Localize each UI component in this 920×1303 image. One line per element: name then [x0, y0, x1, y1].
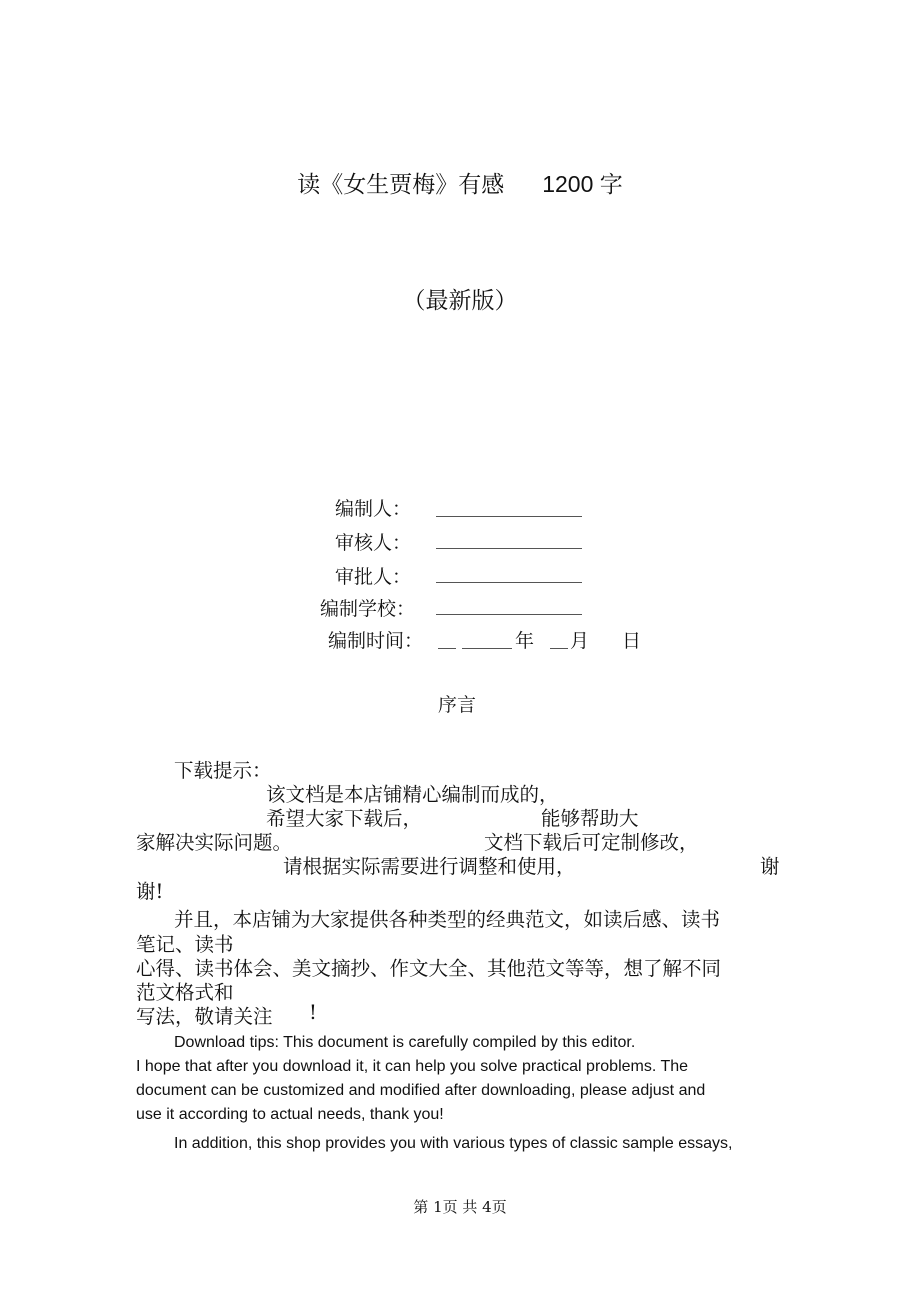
editor-blank-line	[436, 516, 582, 517]
day-label: 日	[622, 630, 642, 652]
preface-line: 笔记、读书	[136, 933, 234, 956]
year-blank-line-b	[462, 648, 512, 649]
year-blank-line-a	[438, 648, 456, 649]
reviewer-label: 审核人：	[335, 532, 412, 554]
english-line: document can be customized and modified after downloading, please adjust and	[136, 1082, 706, 1099]
month-label: 月	[570, 630, 590, 652]
preface-line: 能够帮助大	[541, 807, 639, 830]
download-tip-label: 下载提示：	[174, 759, 272, 782]
preface-line: 谢!	[136, 880, 164, 903]
english-line: use it according to actual needs, thank you!	[136, 1106, 444, 1123]
english-line: In addition, this shop provides you with various types of classic sample essays,	[174, 1135, 733, 1152]
english-line: I hope that after you download it, it can help you solve practical problems. The	[136, 1058, 689, 1075]
preface-line: 文档下载后可定制修改，	[484, 831, 699, 854]
approver-blank-line	[436, 582, 582, 583]
school-label: 编制学校：	[320, 598, 416, 620]
preface-line: 希望大家下载后，	[266, 807, 423, 830]
document-subtitle: （最新版）	[402, 288, 518, 314]
preface-line: 范文格式和	[136, 981, 234, 1004]
preface-line: !	[309, 1001, 317, 1024]
preface-line: 心得、读书体会、美文摘抄、作文大全、其他范文等等，想了解不同	[136, 957, 722, 980]
english-line: Download tips: This document is carefully compiled by this editor.	[174, 1034, 636, 1051]
page-number: 第 1页 共 4页	[413, 1198, 507, 1216]
preface-line: 该文档是本店铺精心编制而成的，	[266, 783, 559, 806]
month-blank-line	[550, 648, 568, 649]
preface-line: 谢	[760, 855, 780, 878]
reviewer-blank-line	[436, 548, 582, 549]
title-word-count: 1200 字	[542, 171, 623, 197]
document-title	[0, 166, 920, 199]
school-blank-line	[436, 614, 582, 615]
year-label: 年	[515, 630, 535, 652]
approver-label: 审批人：	[335, 566, 412, 588]
preface-line: 家解决实际问题。	[136, 831, 293, 854]
preface-line: 并且，本店铺为大家提供各种类型的经典范文，如读后感、读书	[174, 908, 721, 931]
editor-label: 编制人：	[335, 498, 412, 520]
time-label: 编制时间：	[328, 630, 424, 652]
preface-line: 写法，敬请关注	[136, 1005, 273, 1028]
title-text: 读《女生贾梅》有感	[297, 172, 505, 198]
preface-line: 请根据实际需要进行调整和使用，	[283, 855, 576, 878]
preface-heading: 序言	[438, 694, 477, 716]
